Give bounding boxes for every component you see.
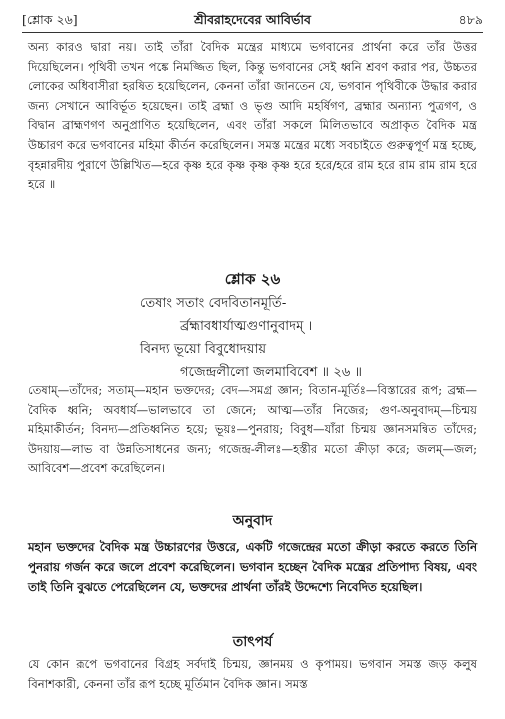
verse-line: গজেন্দ্রলীলো জলমাবিবেশ ॥ ২৬ ॥ bbox=[180, 365, 363, 380]
verse-line: তেষাং সতাং বেদবিতানমূর্তি- bbox=[140, 296, 287, 311]
verse-line: র্ব্রহ্মাবধার্যাত্মগুণানুবাদম্ । bbox=[180, 319, 313, 334]
page-header bbox=[22, 10, 483, 32]
purport-continuation: অন্য কারও দ্বারা নয়। তাই তাঁরা বৈদিক মন্ত্রের মাধ্যমে ভগবানের প্রার্থনা করে তাঁর উত্তর দিয়েছিলেন। পৃথিবী তখন পঙ্কে নিমজ্জিত ছিল, কিন্তু ভগবানের সেই ধ্বনি শ্রবণ করার পর, উচ্চতর লোকের অধিবাসীরা হরষিত হয়েছিলেন, কেননা তাঁরা জানতেন যে, ভগবান পৃথিবীকে উদ্ধার করার জন্য সেখানে আবির্ভূত হয়েছেন। তাই ব্রহ্মা ও ভৃগু আদি মহর্ষিগণ, ব্রহ্মার অন্যান্য পুত্রগণ, ও বিদ্বান ব্রাহ্মণগণ অনুপ্রাণিত হয়েছিলেন, এবং তাঁরা সকলে মিলিতভাবে অপ্রাকৃত বৈদিক মন্ত্র উচ্চারণ করে ভগবানের মহিমা কীর্তন করেছিলেন। সমস্ত মন্ত্রের মধ্যে সবচাইতে গুরুত্বপূর্ণ মন্ত্র হচ্ছে, বৃহন্নারদীয় পুরাণে উল্লিখিত—হরে কৃষ্ণ হরে কৃষ্ণ কৃষ্ণ কৃষ্ণ হরে হরে/হরে রাম হরে রাম রাম রাম হরে হরে ॥ bbox=[28, 40, 477, 192]
translation-paragraph: মহান ভক্তদের বৈদিক মন্ত্র উচ্চারণের উত্তরে, একটি গজেন্দ্রের মতো ক্রীড়া করতে করতে তিনি পুনরায় গর্জন করে জলে প্রবেশ করেছিলেন। ভগবান হচ্ছেন বৈদিক মন্ত্রের প্রতিপাদ্য বিষয়, এবং তাই তিনি বুঝতে পেরেছিলেন যে, ভক্তদের প্রার্থনা তাঁরই উদ্দেশ্যে নিবেদিত হয়েছিল। bbox=[28, 540, 477, 594]
running-title: শ্রীবরাহদেবের আবির্ভাব bbox=[194, 12, 311, 27]
translation-title: অনুবাদ bbox=[232, 513, 273, 529]
header-rule bbox=[22, 32, 483, 33]
page-number: ৪৮৯ bbox=[458, 12, 483, 27]
purport-title: তাৎপর্য bbox=[232, 634, 273, 650]
purport-paragraph: যে কোন রূপে ভগবানের বিগ্রহ সর্বদাই চিন্ময়, জ্ঞানময় ও কৃপাময়। ভগবান সমস্ত জড় কলুষ বিনাশকারী, কেননা তাঁর রূপ হচ্ছে মূর্তিমান বৈদিক জ্ঞান। সমস্ত bbox=[28, 657, 477, 691]
synonyms-paragraph: তেষাম্—তাঁদের; সতাম্—মহান ভক্তদের; বেদ—সমগ্র জ্ঞান; বিতান-মূর্তিঃ—বিস্তারের রূপ; ব্রহ্ম—বৈদিক ধ্বনি; অবধার্য—ভালভাবে তা জেনে; আত্ম—তাঁর নিজের; গুণ-অনুবাদম্—চিন্ময় মহিমাকীর্তন; বিনদ্য—প্রতিধ্বনিত হয়ে; ভূয়ঃ—পুনরায়; বিবুধ—যাঁরা চিন্ময় জ্ঞানসমন্বিত তাঁদের; উদয়ায়—লাভ বা উন্নতিসাধনের জন্য; গজেন্দ্র-লীলঃ—হস্তীর মতো ক্রীড়া করে; জলম্—জল; আবিবেশ—প্রবেশ করেছিলেন। bbox=[28, 383, 477, 476]
verse-line: বিনদ্য ভূয়ো বিবুধোদয়ায় bbox=[140, 342, 267, 357]
verse-text bbox=[140, 292, 362, 384]
verse-title: শ্লোক ২৬ bbox=[224, 270, 281, 288]
chapter-verse-ref: [শ্লোক ২৬] bbox=[22, 12, 78, 27]
